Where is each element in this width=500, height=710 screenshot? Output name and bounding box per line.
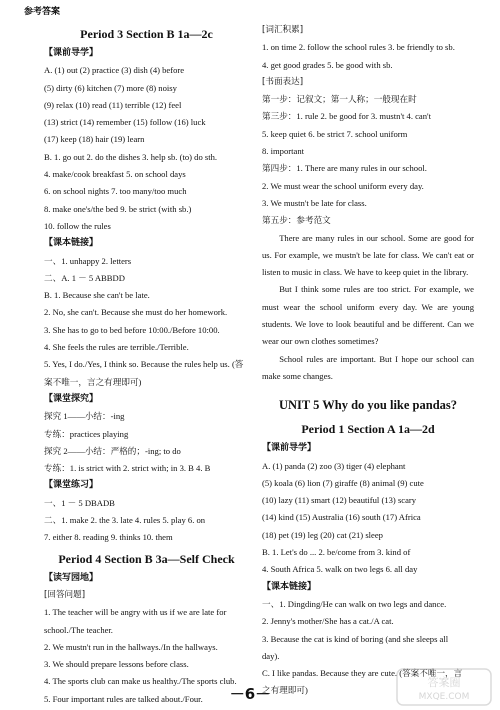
answer-line: C. I like pandas. Because they are cute. (答案不唯一，言 xyxy=(262,668,463,679)
answer-line: A. (1) out (2) practice (3) dish (4) before xyxy=(44,65,185,76)
svg-text:答案圈: 答案圈 xyxy=(427,676,461,689)
answer-line: 7. either 8. reading 9. thinks 10. them xyxy=(44,532,173,543)
answer-line: 探究 2——小结：严格的；-ing; to do xyxy=(44,445,181,456)
answer-line: 4. She feels the rules are terrible./Terrible. xyxy=(44,342,189,353)
section-heading: 【课堂探究】 xyxy=(44,393,99,404)
answer-line: 一、1 － 5 DBADB xyxy=(44,497,115,508)
answer-line: 3. Because the cat is kind of boring (and she sleeps all xyxy=(262,633,449,644)
answer-line: 第五步：参考范文 xyxy=(262,215,331,226)
answer-line: 3. She has to go to bed before 10:00./Before 10:00. xyxy=(44,324,220,335)
sample-essay-paragraph: But I think some rules are too strict. For example, we must wear the school uniform every day. We are young students. We love to look beautiful and be different. Can we wear our own clothes sometimes? xyxy=(262,284,474,347)
section-heading: 【课本链接】 xyxy=(44,238,99,249)
answer-line: (13) strict (14) remember (15) follow (16) luck xyxy=(44,117,206,128)
answer-line: 10. follow the rules xyxy=(44,220,111,231)
answer-line: (9) relax (10) read (11) terrible (12) feel xyxy=(44,99,182,110)
answer-line: 8. important xyxy=(262,146,305,157)
period-title: Period 1 Section A 1a—2d xyxy=(301,422,435,437)
answer-line: 4. get good grades 5. be good with sb. xyxy=(262,59,393,70)
right-column xyxy=(262,22,474,700)
answer-line: 3. We should prepare lessons before class. xyxy=(44,659,189,670)
subsection-label: [书面表达] xyxy=(262,76,304,87)
answer-line: day). xyxy=(262,650,280,661)
answer-line: 一、1. unhappy 2. letters xyxy=(44,255,132,266)
answer-line: 5. Four important rules are talked about./Four. xyxy=(44,693,203,704)
subsection-label: [回答问题] xyxy=(44,589,86,600)
answer-line: (17) keep (18) hair (19) learn xyxy=(44,134,145,145)
page-number: －6－ xyxy=(229,685,271,703)
period-title: Period 3 Section B 1a—2c xyxy=(80,27,213,41)
answer-line: 5. keep quiet 6. be strict 7. school uniform xyxy=(262,128,408,139)
period-title: Period 4 Section B 3a—Self Check xyxy=(58,551,235,566)
answer-line: 一、1. Dingding/He can walk on two legs and dance. xyxy=(262,598,447,609)
section-heading: 【读写园地】 xyxy=(44,572,99,583)
answer-line: B. 1. Because she can't be late. xyxy=(44,290,150,301)
answer-line: 案不唯一，言之有理即可) xyxy=(44,376,142,387)
answer-line: 6. on school nights 7. too many/too much xyxy=(44,186,187,197)
section-heading: 【课本链接】 xyxy=(262,581,317,592)
answer-line: 第一步：记叙文；第一人称；一般现在时 xyxy=(262,94,417,105)
answer-line: 1. The teacher will be angry with us if we are late for xyxy=(44,607,227,618)
sample-essay-paragraph: There are many rules in our school. Some are good for us. For example, we mustn't be late for class. We can't eat or listen to music in class. We have to keep quiet in the library. xyxy=(262,232,474,278)
section-heading: 【课堂练习】 xyxy=(44,480,99,491)
answer-line: 4. The sports club can make us healthy./The sports club. xyxy=(44,676,237,687)
answer-line: (18) pet (19) leg (20) cat (21) sleep xyxy=(262,529,383,540)
answer-line: B. 1. Let's do ... 2. be/come from 3. kind of xyxy=(262,547,411,558)
svg-text:MXQE.COM: MXQE.COM xyxy=(418,692,470,702)
answer-line: 4. South Africa 5. walk on two legs 6. all day xyxy=(262,564,418,575)
answer-line: 第四步：1. There are many rules in our school. xyxy=(262,163,427,174)
answer-line: 专练：1. is strict with 2. strict with; in 3. B 4. B xyxy=(44,463,211,474)
answer-line: 探究 1——小结：-ing xyxy=(44,411,125,422)
answer-line: 3. We mustn't be late for class. xyxy=(262,197,367,208)
section-heading: 【课前导学】 xyxy=(44,48,99,58)
answer-line: (10) lazy (11) smart (12) beautiful (13) scary xyxy=(262,495,417,506)
answer-line: B. 1. go out 2. do the dishes 3. help sb. (to) do sth. xyxy=(44,151,218,162)
answer-line: (5) koala (6) lion (7) giraffe (8) animal (9) cute xyxy=(262,477,424,488)
answer-line: 二、A. 1 － 5 ABBDD xyxy=(44,272,125,283)
answer-line: 2. We mustn't run in the hallways./In the hallways. xyxy=(44,641,218,652)
answer-line: 2. No, she can't. Because she must do her homework. xyxy=(44,307,228,318)
answer-line: 1. on time 2. follow the school rules 3. be friendly to sb. xyxy=(262,42,455,53)
answer-line: A. (1) panda (2) zoo (3) tiger (4) elephant xyxy=(262,460,406,471)
answer-line: 专练：practices playing xyxy=(44,428,129,439)
watermark-logo xyxy=(396,668,492,706)
answer-line: (14) kind (15) Australia (16) south (17) Africa xyxy=(262,512,421,523)
left-column xyxy=(44,22,249,708)
answer-line: school./The teacher. xyxy=(44,624,113,635)
answer-line: 之有理即可) xyxy=(262,685,308,696)
answer-line: (5) dirty (6) kitchen (7) more (8) noisy xyxy=(44,82,177,93)
page-header: 参考答案 xyxy=(24,7,61,17)
answer-line: 8. make one's/the bed 9. be strict (with sb.) xyxy=(44,203,192,214)
subsection-label: [词汇积累] xyxy=(262,25,304,35)
answer-line: 5. Yes, I do./Yes, I think so. Because the rules help us. (答 xyxy=(44,359,244,370)
unit-title: UNIT 5 Why do you like pandas? xyxy=(278,398,458,413)
answer-line: 二、1. make 2. the 3. late 4. rules 5. play 6. on xyxy=(44,515,206,526)
answer-line: 2. Jenny's mother/She has a cat./A cat. xyxy=(262,616,394,627)
answer-line: 第三步：1. rule 2. be good for 3. mustn't 4. can't xyxy=(262,111,431,122)
answer-line: 4. make/cook breakfast 5. on school days xyxy=(44,169,186,180)
answer-line: 2. We must wear the school uniform every day. xyxy=(262,180,424,191)
section-heading: 【课前导学】 xyxy=(262,443,317,454)
sample-essay-paragraph: School rules are important. But I hope our school can make some changes. xyxy=(262,353,474,381)
